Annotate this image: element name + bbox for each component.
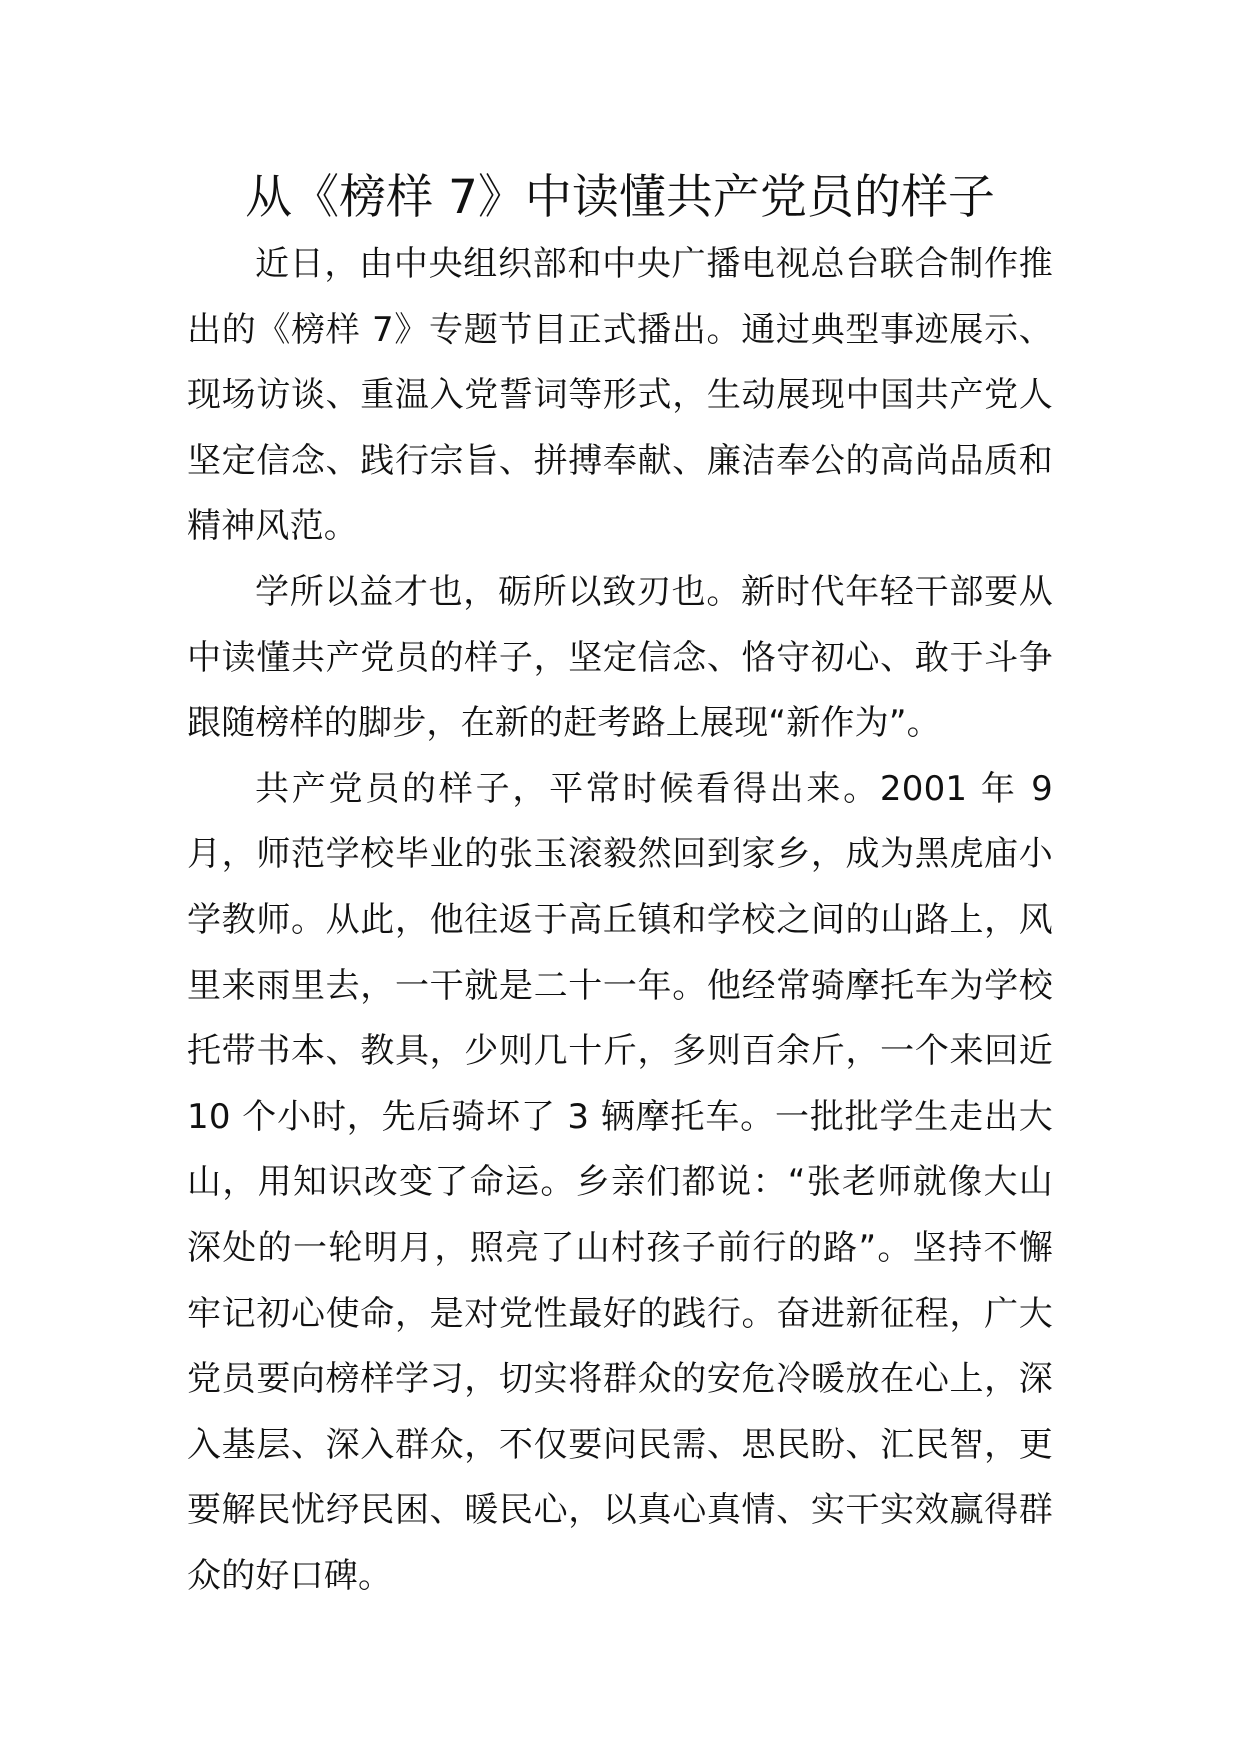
paragraph-intro: 近日，由中央组织部和中央广播电视总台联合制作推出的《榜样 7》专题节目正式播出。通过典型事迹展示、现场访谈、重温入党誓词等形式，生动展现中国共产党人坚定信念、践行宗旨、拼搏奉献、廉洁奉公的高尚品质和精神风范。 xyxy=(187,244,1053,547)
paragraph-learning: 学所以益才也，砺所以致刃也。新时代年轻干部要从中读懂共产党员的样子，坚定信念、恪守初心、敢于斗争跟随榜样的脚步，在新的赶考路上展现“新作为”。 xyxy=(187,571,1053,744)
paragraph-example: 共产党员的样子，平常时候看得出来。2001 年 9 月，师范学校毕业的张玉滚毅然回到家乡，成为黑虎庙小学教师。从此，他往返于高丘镇和学校之间的山路上，风里来雨里去，一干就是二十一年。他经常骑摩托车为学校托带书本、教具，少则几十斤，多则百余斤，一个来回近 10 个小时，先后骑坏了 3 辆摩托车。一批批学生走出大山，用知识改变了命运。乡亲们都说：“张老师就像大山深处的一轮明月，照亮了山村孩子前行的路”。坚持不懈牢记初心使命，是对党性最好的践行。奋进新征程，广大党员要向榜样学习，切实将群众的安危冷暖放在心上，深入基层、深入群众，不仅要问民需、思民盼、汇民智，更要解民忧纾民困、暖民心，以真心真情、实干实效赢得群众的好口碑。 xyxy=(187,768,1053,1596)
page-title: 从《榜样 7》中读懂共产党员的样子 xyxy=(245,170,995,225)
document-body xyxy=(187,232,1053,1609)
